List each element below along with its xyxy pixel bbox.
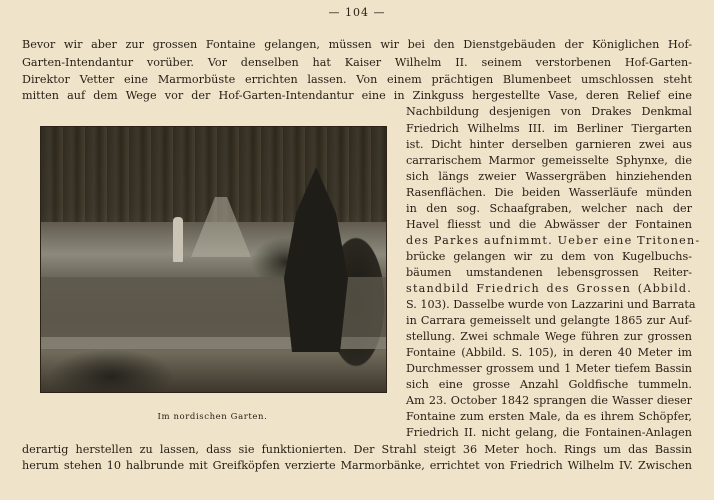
column-line: standbild Friedrich des Grossen (Abbild. xyxy=(406,282,692,295)
column-line: brücke gelangen wir zu dem von Kugelbuchs- xyxy=(406,250,692,263)
figure-caption: Im nordischen Garten. xyxy=(157,412,268,422)
column-line: Durchmesser grossem und 1 Meter tiefem Bassin xyxy=(406,362,692,375)
column-line: stellung. Zwei schmale Wege führen zur grossen xyxy=(406,330,692,343)
column-line: Fontaine (Abbild. S. 105), in deren 40 Meter im xyxy=(406,346,692,359)
column-line: bäumen umstandenen lebensgrossen Reiter- xyxy=(406,266,692,279)
text-line: Direktor Vetter eine Marmorbüste errichten lassen. Von einem prächtigen Blumenbeet umschlossen steht xyxy=(22,73,692,86)
column-line: sich eine grosse Anzahl Goldfische tummeln. xyxy=(406,378,692,391)
column-line: Havel fliesst und die Abwässer der Fontainen xyxy=(406,218,692,231)
column-line: Am 23. October 1842 sprangen die Wasser dieser xyxy=(406,394,692,407)
column-line: Rasenflächen. Die beiden Wasserläufe münden xyxy=(406,186,692,199)
column-line: Friedrich II. nicht gelang, die Fontainen-Anlagen xyxy=(406,426,692,439)
column-line: in Carrara gemeisselt und gelangte 1865 zur Auf- xyxy=(406,314,692,327)
column-line: carrarischem Marmor gemeisselte Sphynxe, die xyxy=(406,154,692,167)
text-line: Garten-Intendantur vorüber. Vor denselben hat Kaiser Wilhelm II. seinem verstorbenen Hof-Garten- xyxy=(22,56,692,69)
text-line: Bevor wir aber zur grossen Fontaine gelangen, müssen wir bei den Dienstgebäuden der Königlichen Hof- xyxy=(22,38,692,51)
text-line: mitten auf dem Wege vor der Hof-Garten-Intendantur eine in Zinkguss hergestellte Vase, deren Relief eine xyxy=(22,89,692,102)
column-line: Nachbildung desjenigen von Drakes Denkmal xyxy=(406,105,692,118)
column-line: Fontaine zum ersten Male, da es ihrem Schöpfer, xyxy=(406,410,692,423)
photo xyxy=(40,126,387,393)
column-line: S. 103). Dasselbe wurde von Lazzarini und Barrata xyxy=(406,298,696,311)
text-line: derartig herstellen zu lassen, dass sie funktionierten. Der Strahl steigt 36 Meter hoch. Rings um das Bassin xyxy=(22,443,692,456)
column-line: Friedrich Wilhelms III. im Berliner Tiergarten xyxy=(406,122,692,135)
column-line: in den sog. Schaafgraben, welcher nach der xyxy=(406,202,692,215)
column-line: ist. Dicht hinter derselben garnieren zwei aus xyxy=(406,138,692,151)
page-number: — 104 — xyxy=(328,6,386,19)
column-line: sich längs zweier Wassergräben hinziehenden xyxy=(406,170,692,183)
text-line: herum stehen 10 halbrunde mit Greifköpfen verzierte Marmorbänke, errichtet von Friedrich Wilhelm IV. Zwischen xyxy=(22,459,692,472)
column-line: des Parkes aufnimmt. Ueber eine Tritonen- xyxy=(406,234,701,247)
photo-statue xyxy=(173,217,183,262)
